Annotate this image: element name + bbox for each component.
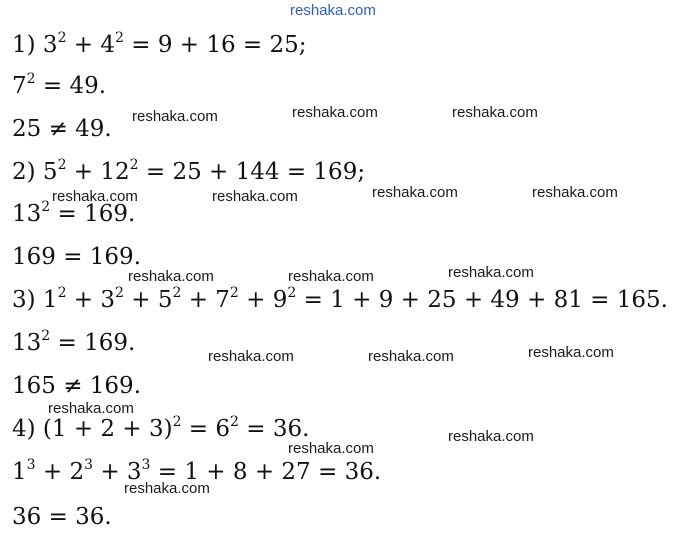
exponent: 3 — [26, 457, 36, 473]
site-link[interactable]: reshaka.com — [290, 2, 376, 19]
equation-text: = 6 — [181, 416, 231, 442]
equation-text: + 12 — [66, 159, 130, 185]
exponent: 3 — [141, 457, 151, 473]
equation-text: 1 — [12, 459, 27, 485]
exponent: 2 — [57, 30, 67, 46]
watermark: reshaka.com — [208, 348, 294, 365]
watermark: reshaka.com — [448, 264, 534, 281]
equation-line — [12, 286, 668, 314]
equation-text: = 25 + 144 = 169; — [138, 159, 366, 185]
equation-text: = 169. — [50, 330, 136, 356]
watermark: reshaka.com — [52, 188, 138, 205]
watermark: reshaka.com — [288, 268, 374, 285]
equation-text: + 9 — [238, 287, 288, 313]
equation-text: 13 — [12, 330, 42, 356]
equation-line — [12, 415, 309, 443]
equation-text: = 9 + 16 = 25; — [123, 32, 307, 58]
exponent: 2 — [41, 199, 51, 215]
equation-text: = 49. — [35, 73, 107, 99]
equation-text: 2) 5 — [12, 159, 58, 185]
exponent: 2 — [230, 414, 239, 430]
watermark: reshaka.com — [292, 104, 378, 121]
exponent: 2 — [287, 285, 297, 301]
watermark: reshaka.com — [452, 104, 538, 121]
equation-text: 165 ≠ 169. — [12, 373, 142, 399]
watermark: reshaka.com — [532, 184, 618, 201]
equation-text: 36 = 36. — [12, 504, 112, 530]
watermark: reshaka.com — [288, 440, 374, 457]
equation-text: + 5 — [123, 287, 173, 313]
exponent: 2 — [172, 285, 182, 301]
equation-text: 3) 1 — [12, 287, 58, 313]
exponent: 2 — [115, 30, 124, 46]
equation-text: 7 — [12, 73, 27, 99]
equation-line — [12, 503, 112, 531]
watermark: reshaka.com — [528, 344, 614, 361]
equation-text: = 1 + 9 + 25 + 49 + 81 = 165. — [296, 287, 668, 313]
watermark: reshaka.com — [124, 480, 210, 497]
watermark: reshaka.com — [132, 108, 218, 125]
watermark: reshaka.com — [368, 348, 454, 365]
equation-text: + 3 — [93, 459, 142, 485]
equation-line — [12, 243, 141, 271]
watermark: reshaka.com — [448, 428, 534, 445]
watermark: reshaka.com — [128, 268, 214, 285]
equation-text: 13 — [12, 201, 42, 227]
equation-line — [12, 115, 112, 143]
exponent: 2 — [57, 157, 67, 173]
watermark: reshaka.com — [48, 400, 134, 417]
equation-line — [12, 158, 365, 186]
exponent: 2 — [129, 157, 139, 173]
exponent: 2 — [26, 71, 36, 87]
equation-text: 169 = 169. — [12, 244, 142, 270]
exponent: 2 — [229, 285, 239, 301]
equation-text: + 7 — [181, 287, 230, 313]
equation-text: 4) (1 + 2 + 3) — [12, 416, 173, 442]
equation-text: = 169. — [50, 201, 136, 227]
equation-text: 1) 3 — [12, 32, 58, 58]
equation-line — [12, 31, 307, 59]
equation-line — [12, 329, 135, 357]
watermark: reshaka.com — [212, 188, 298, 205]
equation-line — [12, 372, 141, 400]
exponent: 2 — [172, 414, 182, 430]
exponent: 2 — [115, 285, 124, 301]
equation-text: = 36. — [238, 416, 310, 442]
equation-text: + 2 — [35, 459, 85, 485]
equation-text: + 3 — [66, 287, 116, 313]
exponent: 3 — [84, 457, 94, 473]
equation-text: + 4 — [66, 32, 116, 58]
equation-line — [12, 72, 106, 100]
exponent: 2 — [57, 285, 67, 301]
exponent: 2 — [41, 328, 51, 344]
equation-text: = 1 + 8 + 27 = 36. — [150, 459, 382, 485]
watermark: reshaka.com — [372, 184, 458, 201]
equation-text: 25 ≠ 49. — [12, 116, 112, 142]
